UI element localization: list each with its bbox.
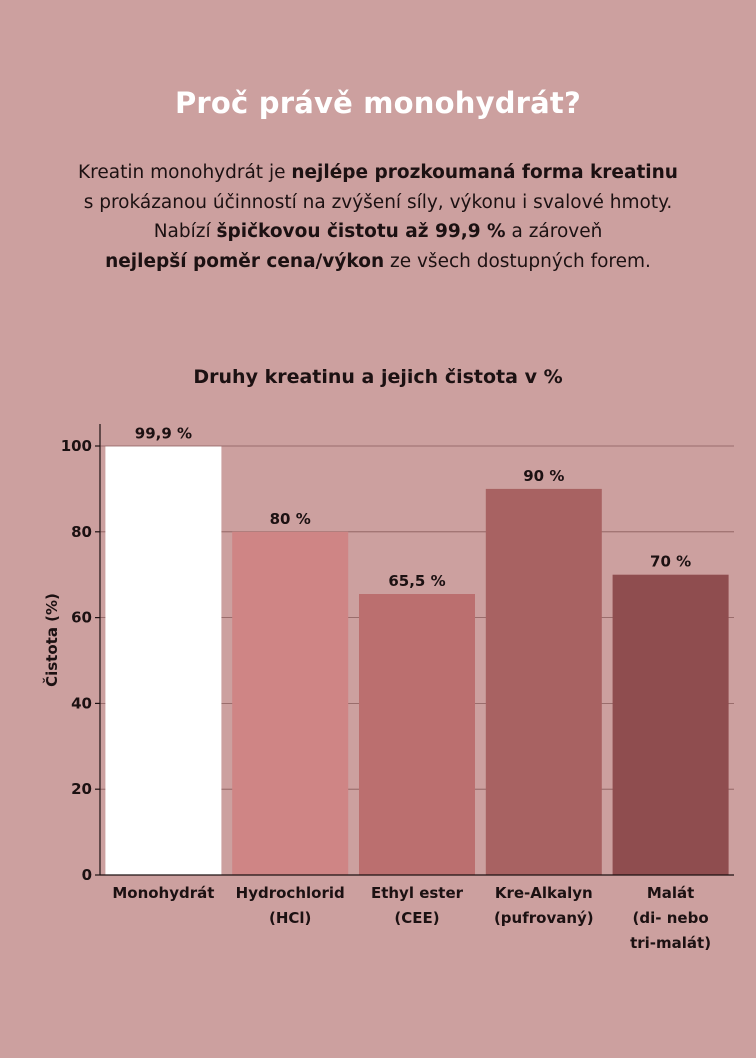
y-tick-label: 20 — [71, 780, 92, 799]
category-label: Malát — [646, 884, 695, 902]
category-label: Ethyl ester — [370, 884, 464, 902]
bar — [486, 489, 602, 875]
category-label: (pufrovaný) — [493, 909, 594, 927]
category-label: (di- nebo — [632, 909, 709, 927]
data-label: 70 % — [650, 552, 692, 571]
intro-text-run: ze všech dostupných forem. — [384, 250, 651, 272]
category-label: Hydrochlorid — [235, 884, 345, 902]
intro-text-run: a zároveň — [505, 221, 603, 242]
y-tick-label: 0 — [81, 866, 92, 884]
y-tick-label: 100 — [60, 437, 92, 455]
data-label: 80 % — [269, 509, 311, 528]
page-title: Proč právě monohydrát? — [174, 86, 582, 120]
bar — [359, 594, 475, 875]
intro-text-run: s prokázanou účinností na zvýšení síly, výkonu i svalové hmoty. — [83, 191, 673, 213]
category-label: (CEE) — [394, 909, 440, 927]
data-label: 99,9 % — [134, 424, 193, 443]
y-tick-label: 40 — [71, 694, 92, 713]
y-axis-label: Čistota (%) — [43, 593, 61, 687]
category-label: Kre-Alkalyn — [494, 884, 593, 902]
category-label: (HCl) — [268, 909, 312, 927]
category-label: Monohydrát — [112, 884, 215, 902]
intro-text-run: Kreatin monohydrát je — [78, 162, 292, 183]
data-label: 90 % — [523, 466, 565, 485]
intro-text-run: Nabízí — [153, 221, 217, 242]
data-label: 65,5 % — [388, 572, 446, 591]
chart-title: Druhy kreatinu a jejich čistota v % — [193, 366, 563, 388]
intro-emphasis: špičkovou čistotu až 99,9 % — [216, 221, 506, 242]
intro-emphasis: nejlepší poměr cena/výkon — [105, 250, 385, 272]
bar — [105, 446, 221, 875]
bar — [613, 575, 729, 875]
y-tick-label: 80 — [71, 522, 92, 541]
y-tick-label: 60 — [71, 608, 92, 627]
category-label: tri-malát) — [630, 934, 712, 952]
bar — [232, 532, 348, 875]
intro-emphasis: nejlépe prozkoumaná forma kreatinu — [291, 162, 678, 183]
